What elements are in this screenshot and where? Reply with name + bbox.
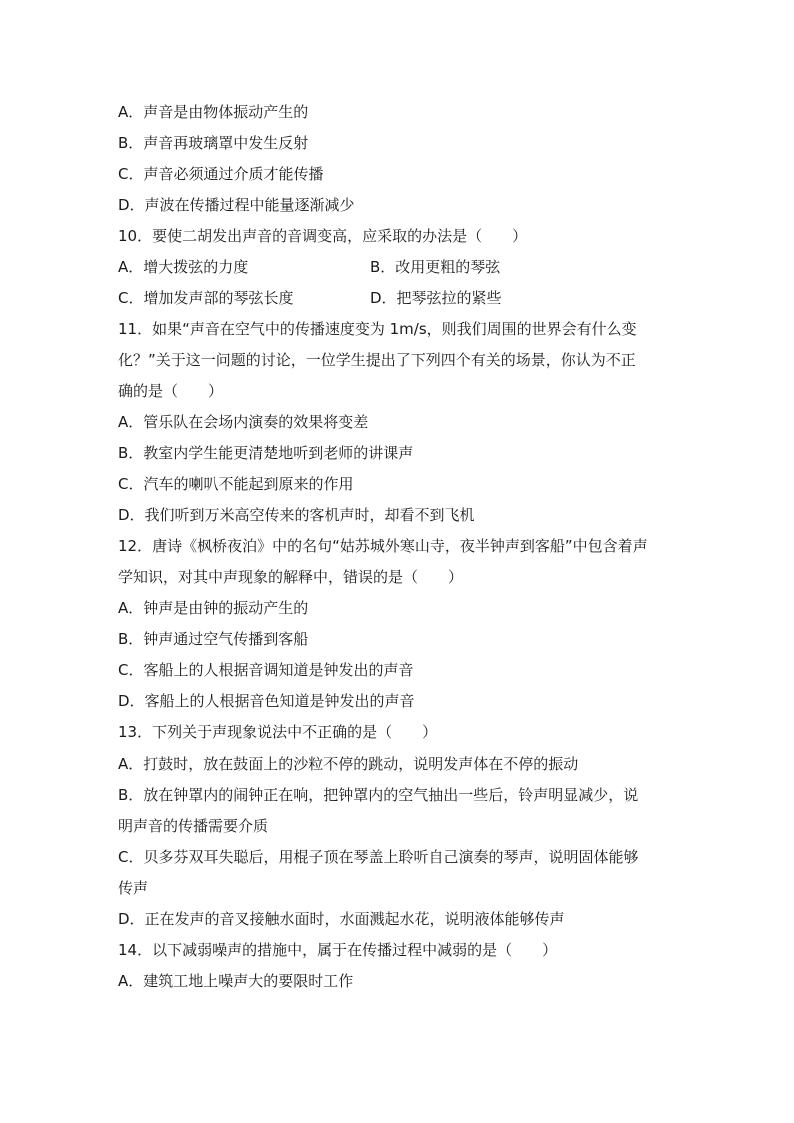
option-a-q10: A．增大拨弦的力度	[118, 258, 249, 276]
question-12-line-1: 12．唐诗《枫桥夜泊》中的名句“姑苏城外寒山寺，夜半钟声到客船”中包含着声	[118, 537, 648, 555]
question-11-line-3: 确的是（ ）	[118, 382, 224, 400]
option-d-q11: D．我们听到万米高空传来的客机声时，却看不到飞机	[118, 506, 475, 524]
option-b-q13-line-1: B．放在钟罩内的闹钟正在响，把钟罩内的空气抽出一些后，铃声明显减少，说	[118, 786, 639, 804]
question-12-line-2: 学知识，对其中声现象的解释中，错误的是（ ）	[118, 568, 464, 586]
question-11-line-2: 化？”关于这一问题的讨论，一位学生提出了下列四个有关的场景，你认为不正	[118, 351, 636, 369]
option-d-q12: D．客船上的人根据音色知道是钟发出的声音	[118, 692, 415, 710]
option-a-q14: A．建筑工地上噪声大的要限时工作	[118, 972, 354, 990]
option-b-q10: B．改用更粗的琴弦	[370, 258, 501, 276]
question-14: 14．以下减弱噪声的措施中，属于在传播过程中减弱的是（ ）	[118, 941, 558, 959]
option-b-q13-line-2: 明声音的传播需要介质	[118, 817, 269, 835]
option-c-q12: C．客船上的人根据音调知道是钟发出的声音	[118, 661, 414, 679]
option-d-q10: D．把琴弦拉的紧些	[370, 289, 502, 307]
question-11-line-1: 11．如果“声音在空气中的传播速度变为 1m/s，则我们周围的世界会有什么变	[118, 320, 637, 338]
question-13: 13．下列关于声现象说法中不正确的是（ ）	[118, 723, 438, 741]
option-a-q13: A．打鼓时，放在鼓面上的沙粒不停的跳动，说明发声体在不停的振动	[118, 755, 579, 773]
option-c-q9: C．声音必须通过介质才能传播	[118, 165, 324, 183]
option-b-q12: B．钟声通过空气传播到客船	[118, 630, 309, 648]
option-a-q12: A．钟声是由钟的振动产生的	[118, 599, 309, 617]
option-a-q9: A．声音是由物体振动产生的	[118, 103, 309, 121]
option-c-q13-line-2: 传声	[118, 879, 149, 897]
option-c-q10: C．增加发声部的琴弦长度	[118, 289, 294, 307]
option-b-q9: B．声音再玻璃罩中发生反射	[118, 134, 309, 152]
option-b-q11: B．教室内学生能更清楚地听到老师的讲课声	[118, 444, 414, 462]
option-c-q11: C．汽车的喇叭不能起到原来的作用	[118, 475, 354, 493]
question-10: 10．要使二胡发出声音的音调变高，应采取的办法是（ ）	[118, 227, 528, 245]
option-d-q9: D．声波在传播过程中能量逐渐减少	[118, 196, 355, 214]
option-a-q11: A．管乐队在会场内演奏的效果将变差	[118, 413, 369, 431]
option-c-q13-line-1: C．贝多芬双耳失聪后，用棍子顶在琴盖上聆听自己演奏的琴声，说明固体能够	[118, 848, 639, 866]
option-d-q13: D．正在发声的音叉接触水面时，水面溅起水花，说明液体能够传声	[118, 910, 565, 928]
